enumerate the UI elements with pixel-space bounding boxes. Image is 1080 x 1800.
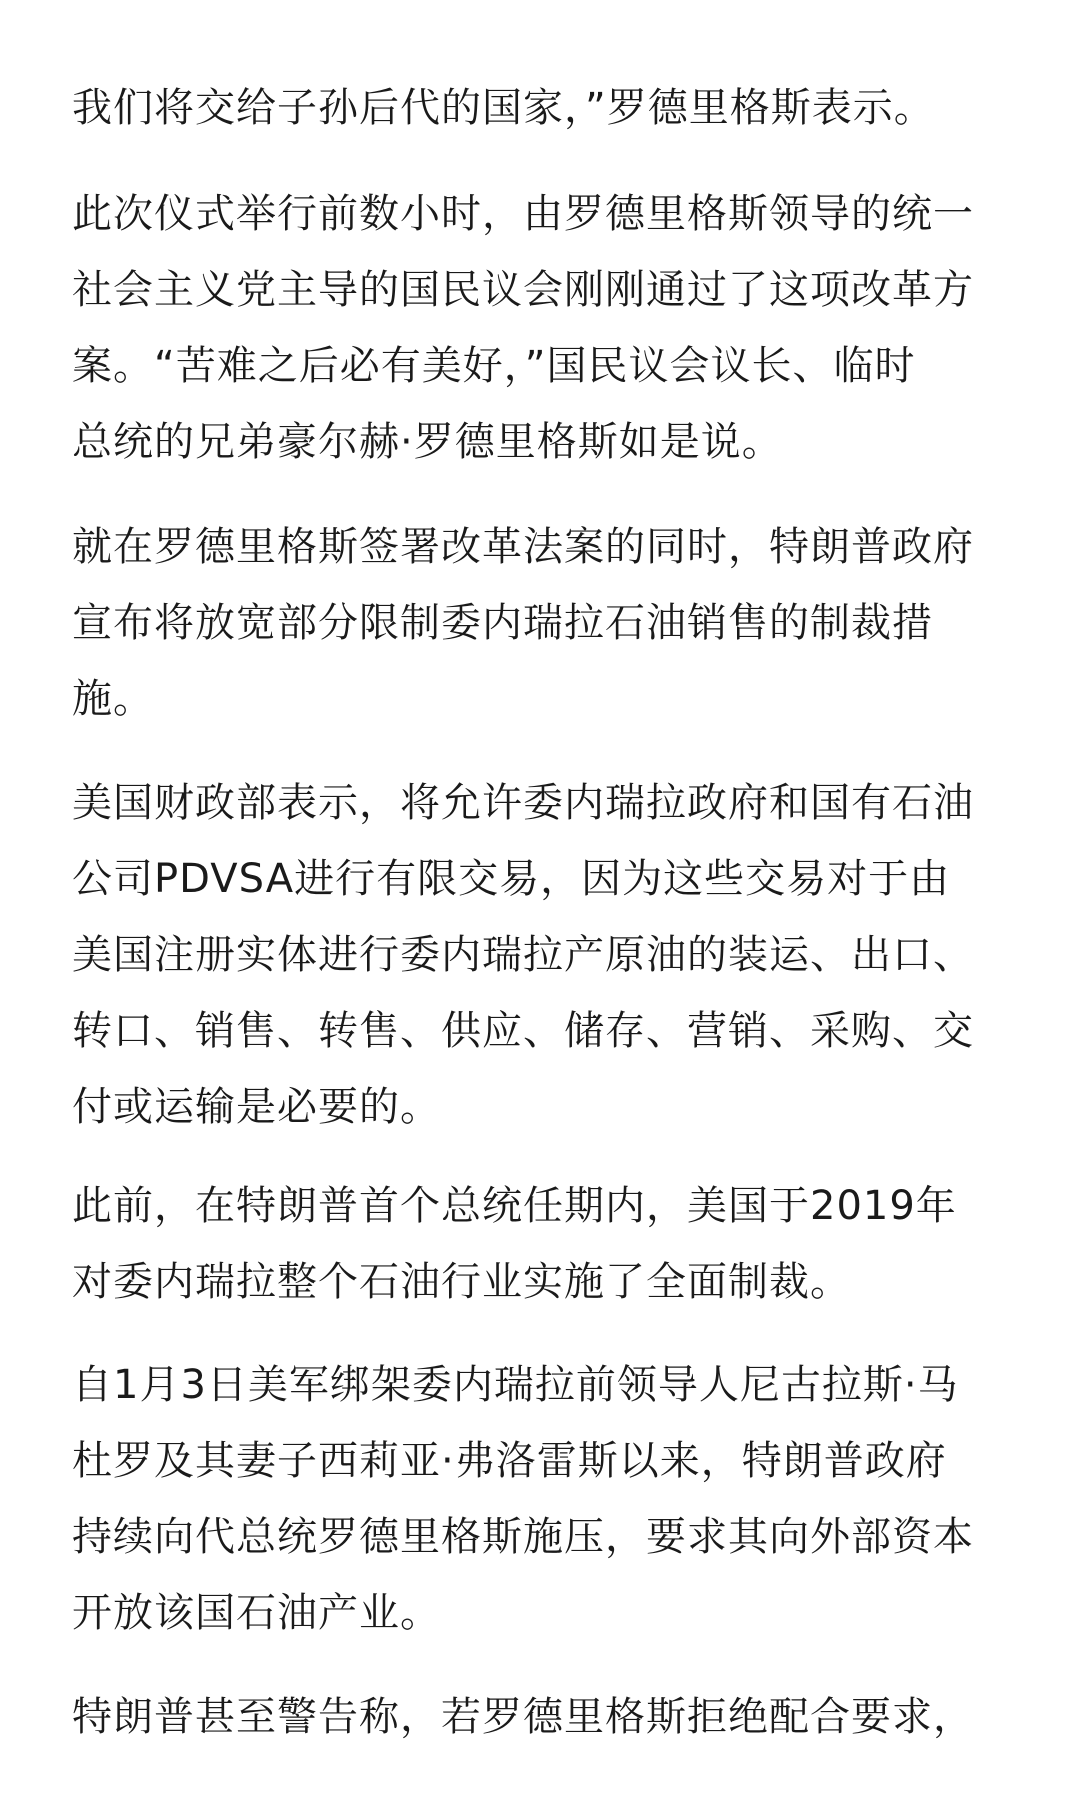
paragraph-line: 美国财政部表示，将允许委内瑞拉政府和国有石油 (72, 780, 974, 826)
paragraph-4 (72, 765, 974, 1145)
paragraph-line: 公司PDVSA进行有限交易，因为这些交易对于由 (72, 856, 951, 902)
paragraph-5 (72, 1168, 957, 1320)
paragraph-line: 宣布将放宽部分限制委内瑞拉石油销售的制裁措 (72, 600, 933, 646)
paragraph-line: 对委内瑞拉整个石油行业实施了全面制裁。 (72, 1259, 851, 1305)
paragraph-3 (72, 509, 974, 737)
paragraph-line: 社会主义党主导的国民议会刚刚通过了这项改革方 (72, 267, 974, 313)
paragraph-6 (72, 1347, 974, 1651)
paragraph-line: 转口、销售、转售、供应、储存、营销、采购、交 (72, 1008, 974, 1054)
paragraph-line: 此次仪式举行前数小时，由罗德里格斯领导的统一 (72, 191, 974, 237)
paragraph-7 (72, 1679, 974, 1755)
paragraph-line: 案。“苦难之后必有美好，”国民议会议长、临时 (72, 343, 916, 389)
paragraph-line: 特朗普甚至警告称，若罗德里格斯拒绝配合要求， (72, 1694, 974, 1740)
paragraph-line: 总统的兄弟豪尔赫·罗德里格斯如是说。 (72, 419, 783, 465)
paragraph-line: 施。 (72, 676, 154, 722)
paragraph-2 (72, 176, 974, 480)
paragraph-line: 我们将交给子孙后代的国家，”罗德里格斯表示。 (72, 85, 935, 131)
paragraph-line: 杜罗及其妻子西莉亚·弗洛雷斯以来，特朗普政府 (72, 1438, 947, 1484)
paragraph-line: 付或运输是必要的。 (72, 1084, 441, 1130)
paragraph-line: 就在罗德里格斯签署改革法案的同时，特朗普政府 (72, 524, 974, 570)
paragraph-line: 此前，在特朗普首个总统任期内，美国于2019年 (72, 1183, 957, 1229)
paragraph-line: 开放该国石油产业。 (72, 1590, 441, 1636)
paragraph-1 (72, 70, 935, 146)
paragraph-line: 持续向代总统罗德里格斯施压，要求其向外部资本 (72, 1514, 974, 1560)
paragraph-line: 自1月3日美军绑架委内瑞拉前领导人尼古拉斯·马 (72, 1362, 959, 1408)
paragraph-line: 美国注册实体进行委内瑞拉产原油的装运、出口、 (72, 932, 974, 978)
